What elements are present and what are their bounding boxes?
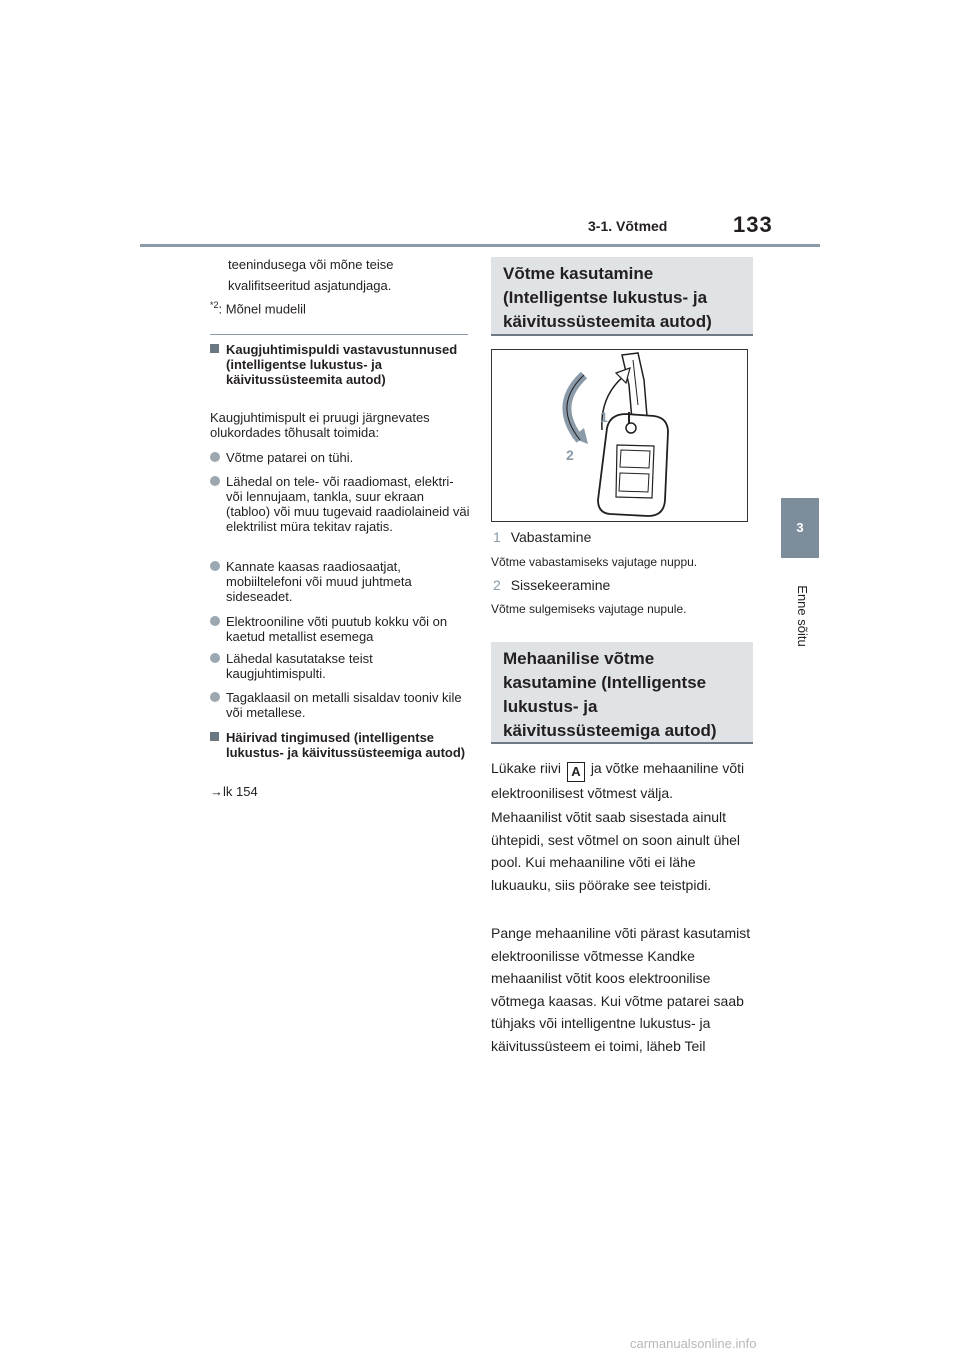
step-title: Vabastamine (510, 529, 592, 545)
heading-text: Häirivad tingimused (intelligentse lukustus- ja käivitussüsteemiga autod) (226, 730, 466, 760)
list-item-text: Lähedal on tele- või raadiomast, elektri- või lennujaam, tankla, suur ekraan (tabloo) või muu tugevaid raadiolaineid väi elektrilist müra tekitav rajatis. (226, 474, 470, 534)
page-number: 133 (733, 212, 773, 237)
section-label: 3-1. Võtmed (588, 218, 668, 234)
callout-a-label: A (567, 762, 585, 782)
header-rule (140, 244, 820, 247)
section-heading-mechanical-key: Mehaanilise võtme kasutamine (Intelligentse lukustus- ja käivitussüsteemiga autod) (491, 642, 753, 744)
list-item (210, 651, 470, 681)
step-1 (493, 529, 591, 545)
list-item-text: Elektrooniline võti puutub kokku või on kaetud metallist esemega (226, 614, 448, 644)
footnote (210, 298, 470, 316)
footnote-mark: *2 (210, 300, 219, 310)
list-item (210, 474, 470, 534)
list-item (210, 559, 470, 604)
chapter-title: Enne sõitu (795, 585, 810, 647)
watermark-text: carmanualsonline.info (630, 1336, 757, 1351)
figure-label-2: 2 (566, 447, 574, 463)
paragraph-text: Lükake riivi (491, 760, 562, 776)
heading-text: Kaugjuhtimispuldi vastavustunnused (intelligentse lukustus- ja käivitussüsteemita autod) (226, 342, 458, 387)
figure-label-1: 1 (600, 409, 608, 425)
list-item-text: Lähedal kasutatakse teist kaugjuhtimispulti. (226, 651, 373, 681)
key-figure (491, 349, 748, 522)
continuation-line-2: kvalifitseeritud asjatundjaga. (228, 278, 392, 293)
continuation-text (228, 254, 488, 296)
list-item (210, 450, 470, 465)
page-reference: →lk 154 (210, 784, 258, 799)
step-number: 1 (493, 529, 501, 545)
paragraph-text: ja võtke mehaaniline võti elektroonilisest võtmest välja. (491, 760, 745, 801)
step-2 (493, 577, 610, 593)
bullet-icon (210, 561, 220, 571)
square-bullet-icon (210, 344, 219, 353)
step-description: Võtme sulgemiseks vajutage nupule. (491, 602, 687, 616)
section-heading-key-usage: Võtme kasutamine (Intelligentse lukustus- ja käivitussüsteemita autod) (491, 257, 753, 336)
heading-interference (210, 730, 470, 760)
paragraph: Kaugjuhtimispult ei pruugi järgnevates olukordades tõhusalt toimida: (210, 410, 430, 440)
bullet-icon (210, 616, 220, 626)
bullet-icon (210, 653, 220, 663)
paragraph: Mehaanilist võtit saab sisestada ainult ühtepidi, sest võtmel on soon ainult ühel pool. Kui mehaaniline võti ei lähe lukuauku, siis pöörake see teistpidi. (491, 809, 741, 893)
chapter-tab: 3 (781, 498, 819, 558)
step-number: 2 (493, 577, 501, 593)
list-item (210, 690, 470, 720)
bullet-icon (210, 692, 220, 702)
bullet-icon (210, 452, 220, 462)
heading-remote-compatibility (210, 342, 470, 387)
footnote-text: : Mõnel mudelil (218, 301, 306, 317)
key-illustration (492, 350, 747, 521)
list-item (210, 614, 470, 644)
list-item-text: Kannate kaasas raadiosaatjat, mobiiltelefoni või muud juhtmeta sideseadet. (226, 559, 412, 604)
paragraph: Pange mehaaniline võti pärast kasutamist elektroonilisse võtmesse Kandke mehaanilist võtit koos elektroonilise võtmega kaasas. Kui võtme patarei saab tühjaks või intelligentne lukustus- ja käivitussüsteem ei toimi, läheb Teil (491, 925, 751, 1054)
list-item-text: Tagaklaasil on metalli sisaldav tooniv kile või metallese. (226, 690, 462, 720)
left-divider (210, 334, 468, 335)
list-item-text: Võtme patarei on tühi. (226, 450, 354, 465)
bullet-icon (210, 476, 220, 486)
continuation-line-1: teenindusega või mõne teise (228, 257, 394, 272)
square-bullet-icon (210, 732, 219, 741)
step-description: Võtme vabastamiseks vajutage nuppu. (491, 555, 698, 569)
step-title: Sissekeeramine (510, 577, 611, 593)
paragraph-release-latch (491, 757, 753, 805)
